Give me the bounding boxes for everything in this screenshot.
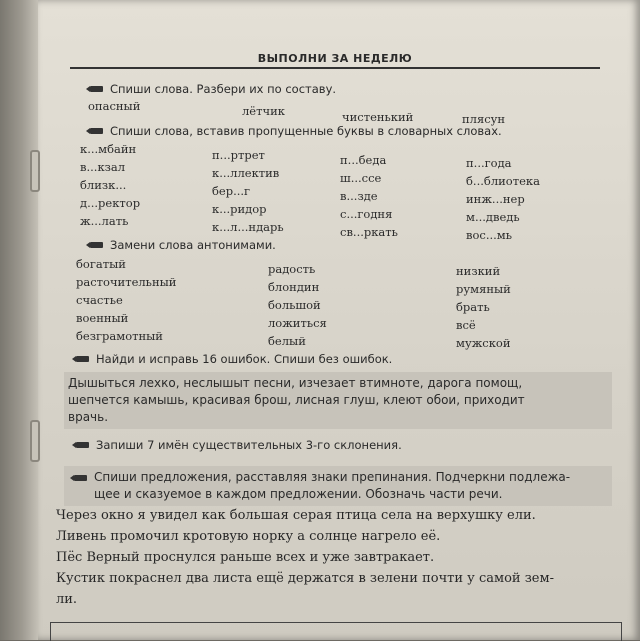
task-1-word: плясун (462, 112, 506, 126)
task-1-word: чистенький (342, 110, 414, 124)
task-6-instruction-box (64, 466, 612, 506)
staple (30, 150, 40, 192)
task-4-text-box (64, 372, 612, 429)
task-2-word: инж...нер (466, 192, 525, 206)
task-3-word: богатый (76, 257, 126, 271)
sentence: Кустик покраснел два листа ещё держатся в зелени почти у самой зем- (56, 571, 555, 586)
sentence: Через окно я увидел как большая серая птица села на верхушку ели. (56, 508, 536, 523)
sentence: Пёс Верный проснулся раньше всех и уже завтракает. (56, 550, 435, 565)
task-5-text: Запиши 7 имён существительных 3-го склонения. (96, 438, 402, 452)
task-3-word: блондин (268, 280, 320, 294)
task-3-word: военный (76, 311, 129, 325)
task-2-word: к...мбайн (80, 142, 137, 156)
task-3-word: мужской (456, 336, 511, 350)
task-6-instruction-row (70, 469, 608, 486)
task-4-line: шепчется камышь, красивая брош, лисная глуш, клеют обои, приходит (68, 393, 525, 407)
task-2-word: ш...ссе (340, 171, 382, 185)
task-2-word: м...дведь (466, 210, 520, 224)
task-4-line: врачь. (68, 410, 109, 424)
task-2-word: к...л...ндарь (212, 220, 284, 234)
task-2-instruction (86, 124, 502, 138)
notebook-binding (0, 0, 40, 640)
pencil-icon (86, 85, 104, 93)
task-3-word: большой (268, 298, 321, 312)
pencil-icon (72, 355, 90, 363)
pencil-icon (70, 474, 88, 482)
task-5-instruction (72, 438, 402, 452)
task-3-word: радость (268, 262, 316, 276)
task-1-word: лётчик (242, 104, 285, 118)
bottom-frame (50, 622, 622, 641)
task-2-word: д...ректор (80, 196, 141, 210)
task-2-word: п...года (466, 156, 512, 170)
task-2-word: ж...лать (80, 214, 129, 228)
task-2-word: б...блиотека (466, 174, 540, 188)
page-header: ВЫПОЛНИ ЗА НЕДЕЛЮ (70, 52, 600, 69)
task-3-word: ложиться (268, 316, 327, 330)
task-2-text: Спиши слова, вставив пропущенные буквы в словарных словах. (110, 124, 502, 138)
task-2-word: вос...мь (466, 228, 513, 242)
task-2-word: к...ллектив (212, 166, 280, 180)
task-2-word: в...зде (340, 189, 378, 203)
task-3-word: расточительный (76, 275, 177, 289)
task-4-text: Найди и исправь 16 ошибок. Спиши без ошибок. (96, 352, 393, 366)
task-2-word: бер...г (212, 184, 251, 198)
task-1-word: опасный (88, 99, 141, 113)
task-3-word: румяный (456, 282, 511, 296)
task-3-word: счастье (76, 293, 123, 307)
task-1-text: Спиши слова. Разбери их по составу. (110, 82, 337, 96)
pencil-icon (86, 127, 104, 135)
task-6-line: Спиши предложения, расставляя знаки препинания. Подчеркни подлежа- (94, 470, 571, 484)
task-3-word: низкий (456, 264, 501, 278)
pencil-icon (86, 241, 104, 249)
task-1-instruction (86, 82, 336, 96)
task-2-word: п...ртрет (212, 148, 265, 162)
task-2-word: п...беда (340, 153, 387, 167)
task-3-instruction (86, 238, 276, 252)
staple (30, 420, 40, 462)
task-2-word: с...годня (340, 207, 393, 221)
sentence: ли. (56, 592, 78, 607)
task-2-word: св...ркать (340, 225, 398, 239)
task-6-line: щее и сказуемое в каждом предложении. Обозначь части речи. (94, 487, 503, 501)
task-3-word: всё (456, 318, 476, 332)
task-3-word: безграмотный (76, 329, 163, 343)
task-2-word: в...кзал (80, 160, 126, 174)
task-4-instruction (72, 352, 392, 366)
task-3-text: Замени слова антонимами. (110, 238, 276, 252)
task-2-word: к...ридор (212, 202, 267, 216)
sentence: Ливень промочил кротовую норку а солнце нагрело её. (56, 529, 441, 544)
task-2-word: близк... (80, 178, 127, 192)
task-4-line: Дышыться лехко, неслышыт песни, изчезает втимноте, дарога помощ, (68, 376, 523, 390)
pencil-icon (72, 441, 90, 449)
task-3-word: белый (268, 334, 306, 348)
task-3-word: брать (456, 300, 490, 314)
